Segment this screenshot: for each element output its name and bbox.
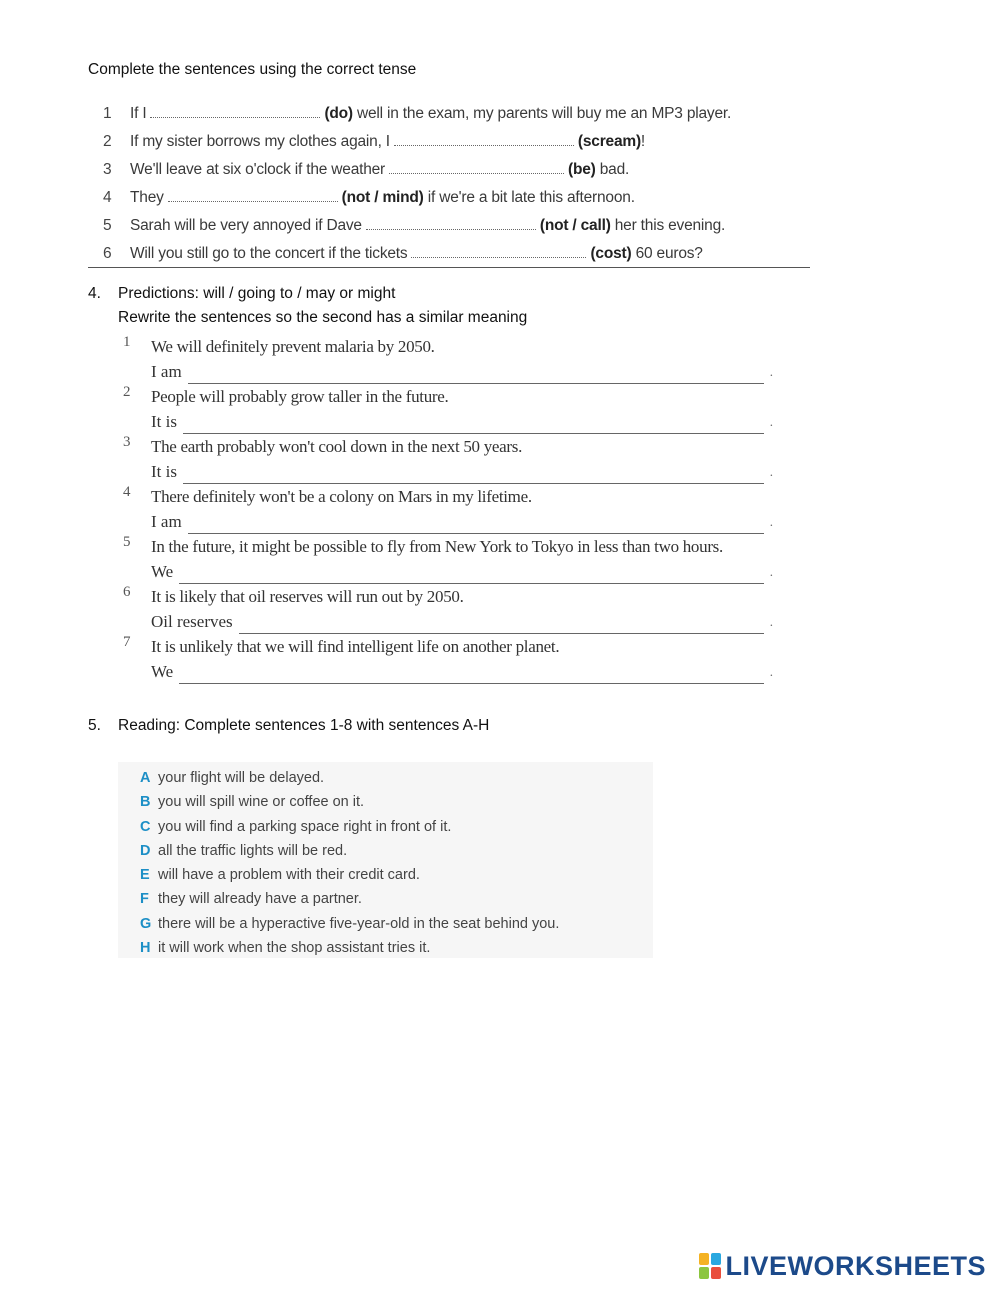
reading-options-panel — [118, 762, 653, 958]
verb-hint: (do) — [324, 105, 353, 122]
logo-icon-tile — [711, 1267, 721, 1279]
rewrite-item — [123, 534, 773, 584]
option-text: you will find a parking space right in front of it. — [158, 818, 452, 835]
option-text: will have a problem with their credit card. — [158, 867, 420, 884]
verb-hint: (not / call) — [539, 217, 611, 234]
answer-line[interactable] — [179, 565, 764, 584]
option-letter: F — [140, 891, 149, 908]
option-text: all the traffic lights will be red. — [158, 842, 348, 859]
section4-heading — [88, 285, 395, 303]
logo-text: LIVEWORKSHEETS — [725, 1250, 986, 1281]
rewrite-lead: We — [151, 562, 174, 581]
rewrite-item — [123, 584, 773, 634]
original-sentence: People will probably grow taller in the future. — [151, 387, 449, 406]
rewrite-line — [151, 409, 773, 434]
item-number: 2 — [123, 384, 131, 400]
reading-option — [140, 863, 653, 887]
item-number: 5 — [123, 534, 131, 550]
rewrite-line — [151, 609, 773, 634]
tense-exercise — [98, 100, 810, 268]
reading-option — [140, 839, 653, 863]
rewrite-line — [151, 459, 773, 484]
verb-hint: (cost) — [590, 245, 632, 262]
original-sentence: There definitely won't be a colony on Mars in my lifetime. — [151, 487, 532, 506]
reading-option — [140, 912, 653, 936]
line-end: . — [769, 564, 773, 579]
line-end: . — [769, 614, 773, 629]
item-number: 4 — [123, 484, 131, 500]
rewrite-exercise — [123, 334, 773, 684]
tense-row — [98, 128, 810, 156]
sentence-start: We'll leave at six o'clock if the weather — [130, 161, 386, 178]
sentence-end: 60 euros? — [631, 245, 703, 262]
rewrite-item — [123, 384, 773, 434]
answer-line[interactable] — [188, 515, 764, 534]
tense-row — [98, 212, 810, 240]
line-end: . — [769, 364, 773, 379]
sentence-start: Sarah will be very annoyed if Dave — [130, 217, 362, 234]
sentence-end: her this evening. — [610, 217, 726, 234]
rewrite-lead: It is — [151, 462, 177, 481]
answer-line[interactable] — [179, 665, 764, 684]
rewrite-lead: We — [151, 662, 174, 681]
row-number: 5 — [103, 217, 112, 234]
reading-option — [140, 887, 653, 911]
option-letter: D — [140, 842, 151, 859]
logo-icon-tile — [699, 1253, 709, 1265]
rewrite-item — [123, 634, 773, 684]
section4-subheading: Rewrite the sentences so the second has a similar meaning — [118, 309, 528, 326]
rewrite-lead: It is — [151, 412, 177, 431]
original-sentence: The earth probably won't cool down in the next 50 years. — [151, 437, 523, 456]
original-sentence: It is unlikely that we will find intelligent life on another planet. — [151, 637, 560, 656]
reading-option — [140, 936, 653, 960]
option-letter: A — [140, 770, 151, 786]
sentence-end: ! — [640, 133, 646, 150]
logo-icon-tile — [699, 1267, 709, 1279]
line-end: . — [769, 414, 773, 429]
line-end: . — [769, 464, 773, 479]
option-text: you will spill wine or coffee on it. — [158, 794, 365, 811]
rewrite-lead: I am — [151, 362, 182, 381]
sentence-start: They — [130, 189, 164, 206]
line-end: . — [769, 514, 773, 529]
original-sentence: It is likely that oil reserves will run out by 2050. — [151, 587, 464, 606]
sentence-end: bad. — [595, 161, 630, 178]
section4-number: 4. — [88, 285, 101, 302]
rewrite-item — [123, 334, 773, 384]
sentence-end: well in the exam, my parents will buy me an MP3 player. — [352, 105, 732, 122]
reading-option — [140, 766, 653, 790]
rewrite-lead: Oil reserves — [151, 612, 233, 631]
tense-row — [98, 184, 810, 212]
rewrite-line — [151, 359, 773, 384]
liveworksheets-logo — [699, 1250, 986, 1282]
line-end: . — [769, 664, 773, 679]
rewrite-item — [123, 484, 773, 534]
section4-title: Predictions: will / going to / may or might — [118, 285, 396, 302]
row-number: 2 — [103, 133, 112, 150]
option-text: your flight will be delayed. — [158, 770, 325, 786]
logo-icon — [699, 1253, 721, 1279]
item-number: 1 — [123, 334, 131, 350]
verb-hint: (not / mind) — [341, 189, 424, 206]
reading-option — [140, 815, 653, 839]
reading-option — [140, 790, 653, 814]
item-number: 7 — [123, 634, 131, 650]
row-number: 4 — [103, 189, 112, 206]
sentence-start: If I — [130, 105, 147, 122]
sentence-start: Will you still go to the concert if the tickets — [130, 245, 408, 262]
section5-heading — [88, 717, 489, 735]
rewrite-line — [151, 659, 773, 684]
option-letter: G — [140, 915, 152, 932]
option-text: there will be a hyperactive five-year-old in the seat behind you. — [158, 915, 560, 932]
section5-number: 5. — [88, 717, 101, 734]
answer-blank[interactable] — [389, 159, 564, 174]
rewrite-lead: I am — [151, 512, 182, 531]
row-number: 6 — [103, 245, 112, 262]
option-text: it will work when the shop assistant tries it. — [158, 940, 431, 957]
option-letter: C — [140, 818, 151, 835]
section1-heading: Complete the sentences using the correct tense — [88, 61, 417, 78]
verb-hint: (be) — [568, 161, 596, 178]
tense-row — [98, 240, 810, 268]
answer-blank[interactable] — [168, 187, 338, 202]
answer-blank[interactable] — [150, 103, 320, 118]
verb-hint: (scream) — [577, 133, 641, 150]
item-number: 6 — [123, 584, 131, 600]
answer-line[interactable] — [183, 465, 764, 484]
rewrite-line — [151, 509, 773, 534]
original-sentence: In the future, it might be possible to fly from New York to Tokyo in less than two hours. — [151, 537, 723, 556]
rewrite-line — [151, 559, 773, 584]
answer-line[interactable] — [183, 415, 764, 434]
option-letter: H — [140, 940, 151, 957]
answer-blank[interactable] — [394, 131, 574, 146]
answer-line[interactable] — [188, 365, 764, 384]
tense-row — [98, 156, 810, 184]
answer-line[interactable] — [239, 615, 764, 634]
option-text: they will already have a partner. — [158, 891, 362, 908]
answer-blank[interactable] — [366, 215, 536, 230]
option-letter: E — [140, 867, 150, 884]
section5-title: Reading: Complete sentences 1-8 with sentences A-H — [118, 717, 490, 734]
sentence-end: if we're a bit late this afternoon. — [423, 189, 635, 206]
row-number: 1 — [103, 105, 112, 122]
item-number: 3 — [123, 434, 131, 450]
rewrite-item — [123, 434, 773, 484]
answer-blank[interactable] — [411, 243, 586, 258]
option-letter: B — [140, 794, 151, 811]
tense-row — [98, 100, 810, 128]
logo-icon-tile — [711, 1253, 721, 1265]
row-number: 3 — [103, 161, 112, 178]
divider — [88, 267, 810, 268]
sentence-start: If my sister borrows my clothes again, I — [130, 133, 390, 150]
original-sentence: We will definitely prevent malaria by 2050. — [151, 337, 435, 356]
